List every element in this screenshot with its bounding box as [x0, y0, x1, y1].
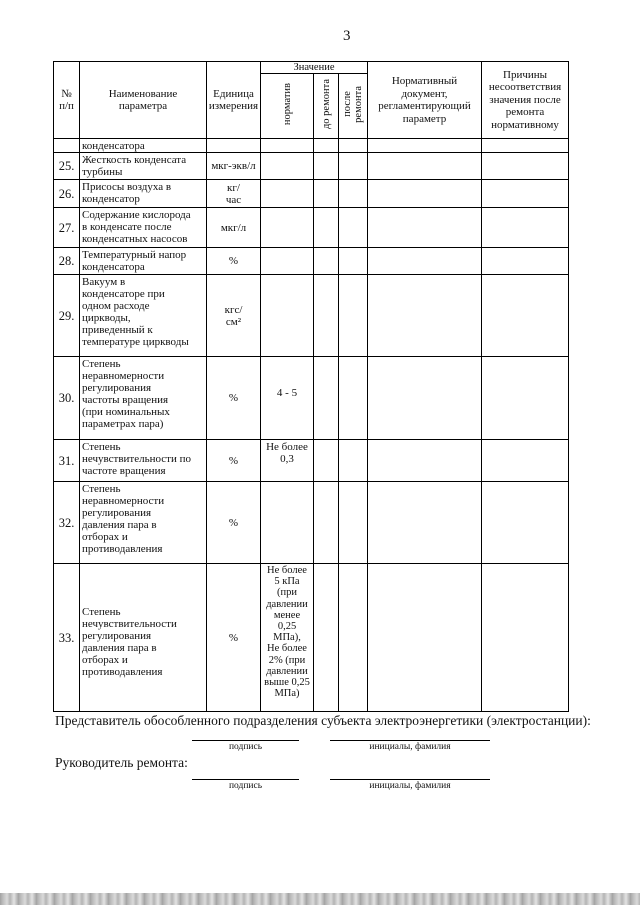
row-number: 25. [54, 153, 80, 180]
header-before: до ремонта [320, 79, 332, 130]
table-row [54, 357, 569, 440]
row-unit: % [207, 357, 261, 440]
table-row [54, 482, 569, 564]
header-norm-cell [261, 74, 314, 139]
row-unit: кгс/ см² [207, 275, 261, 357]
row-reason [482, 564, 569, 712]
repair-initials-line [330, 779, 490, 780]
row-before [314, 153, 339, 180]
header-norm: норматив [281, 83, 293, 126]
row-doc [368, 275, 482, 357]
table-row [54, 275, 569, 357]
row-number: 27. [54, 208, 80, 248]
row-name: Степень неравномерности регулирования давления пара в отборах и противодавления [80, 482, 207, 564]
header-reasons: Причины несоответствия значения после ремонта нормативному [482, 62, 569, 139]
row-reason [482, 180, 569, 208]
row-reason [482, 275, 569, 357]
row-doc [368, 208, 482, 248]
row-name: Жесткость конденсата турбины [80, 153, 207, 180]
row-name: Степень неравномерности регулирования частоты вращения (при номинальных параметрах пара) [80, 357, 207, 440]
representative-initials-line [330, 740, 490, 741]
row-before [314, 208, 339, 248]
row-after [339, 357, 368, 440]
row-doc [368, 482, 482, 564]
repair-signature-line [192, 779, 299, 780]
row-after [339, 248, 368, 275]
row-name: Присосы воздуха в конденсатор [80, 180, 207, 208]
row-norm [261, 482, 314, 564]
row-unit: % [207, 440, 261, 482]
row-reason [482, 248, 569, 275]
row-norm: 4 - 5 [261, 357, 314, 440]
row-unit: кг/ час [207, 180, 261, 208]
row-before [314, 275, 339, 357]
row-number: 30. [54, 357, 80, 440]
row-unit: % [207, 564, 261, 712]
continuation-text: конденсатора [80, 139, 207, 153]
row-doc [368, 357, 482, 440]
page-number: 3 [343, 28, 351, 44]
row-before [314, 564, 339, 712]
row-before [314, 482, 339, 564]
row-norm: Не более 0,3 [261, 440, 314, 482]
row-doc [368, 564, 482, 712]
header-before-cell [314, 74, 339, 139]
row-after [339, 153, 368, 180]
repair-signature-caption: подпись [228, 781, 263, 791]
row-norm: Не более 5 кПа (при давлении менее 0,25 МПа), Не более 2% (при давлении выше 0,25 МПа) [261, 564, 314, 712]
row-before [314, 180, 339, 208]
row-unit: % [207, 248, 261, 275]
row-number: 31. [54, 440, 80, 482]
row-reason [482, 357, 569, 440]
row-norm [261, 153, 314, 180]
row-before [314, 440, 339, 482]
row-unit: мкг-экв/л [207, 153, 261, 180]
row-name: Вакуум в конденсаторе при одном расходе циркводы, приведенный к температуре циркводы [80, 275, 207, 357]
row-unit: мкг/л [207, 208, 261, 248]
row-after [339, 440, 368, 482]
row-before [314, 248, 339, 275]
head-of-repair-label: Руководитель ремонта: [55, 755, 188, 770]
row-reason [482, 153, 569, 180]
table-row [54, 248, 569, 275]
row-after [339, 564, 368, 712]
row-doc [368, 248, 482, 275]
row-after [339, 275, 368, 357]
row-unit: % [207, 482, 261, 564]
row-before [314, 357, 339, 440]
row-name: Температурный напор конденсатора [80, 248, 207, 275]
row-number: 26. [54, 180, 80, 208]
row-reason [482, 208, 569, 248]
table-row [54, 153, 569, 180]
header-value-group: Значение [261, 62, 368, 74]
header-after: после ремонта [342, 86, 364, 123]
header-doc: Нормативный документ, регламентирующий параметр [368, 62, 482, 139]
representative-label: Представитель обособленного подразделения субъекта электроэнергетики (электростанции): [55, 713, 591, 728]
table-row [54, 440, 569, 482]
row-number: 33. [54, 564, 80, 712]
header-number: № п/п [54, 62, 80, 139]
row-name: Степень нечувствительности по частоте вращения [80, 440, 207, 482]
table-row [54, 180, 569, 208]
header-name: Наименование параметра [80, 62, 207, 139]
row-reason [482, 440, 569, 482]
representative-signature-caption: подпись [228, 742, 263, 752]
row-norm [261, 248, 314, 275]
row-doc [368, 153, 482, 180]
row-number: 28. [54, 248, 80, 275]
representative-signature-line [192, 740, 299, 741]
representative-initials-caption: инициалы, фамилия [369, 742, 451, 752]
continuation-row [54, 139, 569, 153]
table-row [54, 564, 569, 712]
row-number: 29. [54, 275, 80, 357]
row-after [339, 180, 368, 208]
header-unit: Единица измерения [207, 62, 261, 139]
repair-initials-caption: инициалы, фамилия [369, 781, 451, 791]
parameters-table [53, 61, 569, 712]
row-name: Содержание кислорода в конденсате после конденсатных насосов [80, 208, 207, 248]
row-after [339, 208, 368, 248]
row-doc [368, 180, 482, 208]
row-reason [482, 482, 569, 564]
table-row [54, 208, 569, 248]
row-name: Степень нечувствительности регулирования давления пара в отборах и противодавления [80, 564, 207, 712]
row-number: 32. [54, 482, 80, 564]
row-after [339, 482, 368, 564]
header-after-cell [339, 74, 368, 139]
row-norm [261, 208, 314, 248]
scan-edge-artifact [0, 893, 640, 905]
row-doc [368, 440, 482, 482]
row-norm [261, 275, 314, 357]
row-norm [261, 180, 314, 208]
